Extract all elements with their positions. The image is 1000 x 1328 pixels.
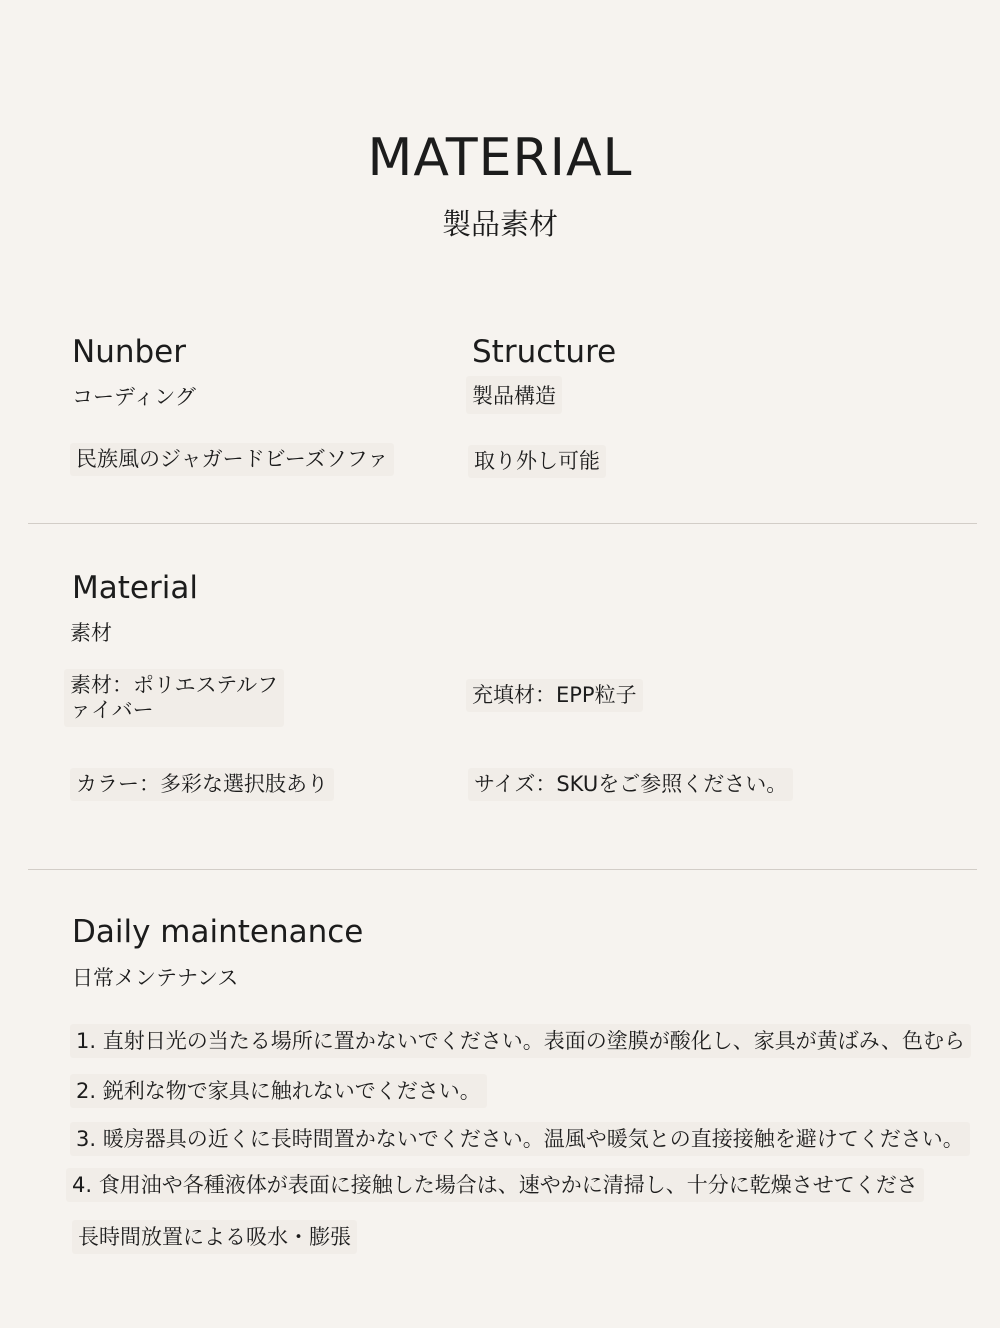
number-value: 民族風のジャガードビーズソファ bbox=[70, 443, 394, 476]
color-value: カラー：多彩な選択肢あり bbox=[70, 768, 334, 801]
maintenance-heading: Daily maintenance bbox=[72, 914, 364, 950]
structure-subheading: 製品構造 bbox=[466, 376, 562, 414]
material-heading: Material bbox=[72, 570, 198, 606]
number-subheading: コーディング bbox=[72, 385, 196, 409]
list-item: 長時間放置による吸水・膨張 bbox=[72, 1220, 357, 1254]
list-item: 1. 直射日光の当たる場所に置かないでください。表面の塗膜が酸化し、家具が黄ばみ、色むら bbox=[70, 1024, 971, 1058]
list-item: 3. 暖房器具の近くに長時間置かないでください。温風や暖気との直接接触を避けてください。 bbox=[70, 1122, 970, 1156]
size-value: サイズ：SKUをご参照ください。 bbox=[468, 768, 793, 801]
material-subheading: 素材 bbox=[70, 621, 112, 645]
material-value-line1: 素材：ポリエステルフ bbox=[70, 673, 279, 697]
list-item: 2. 鋭利な物で家具に触れないでください。 bbox=[70, 1074, 487, 1108]
material-value bbox=[64, 669, 284, 727]
list-item: 4. 食用油や各種液体が表面に接触した場合は、速やかに清掃し、十分に乾燥させてくださ bbox=[66, 1168, 924, 1202]
divider bbox=[28, 523, 977, 524]
divider bbox=[28, 869, 977, 870]
page-title: MATERIAL bbox=[367, 128, 633, 188]
page-subtitle: 製品素材 bbox=[441, 207, 558, 241]
structure-value: 取り外し可能 bbox=[468, 445, 606, 478]
structure-heading: Structure bbox=[472, 334, 617, 370]
material-value-line2: ァイバー bbox=[70, 698, 154, 722]
maintenance-subheading: 日常メンテナンス bbox=[72, 966, 239, 990]
number-heading: Nunber bbox=[72, 334, 186, 370]
filling-value: 充填材：EPP粒子 bbox=[466, 679, 643, 712]
